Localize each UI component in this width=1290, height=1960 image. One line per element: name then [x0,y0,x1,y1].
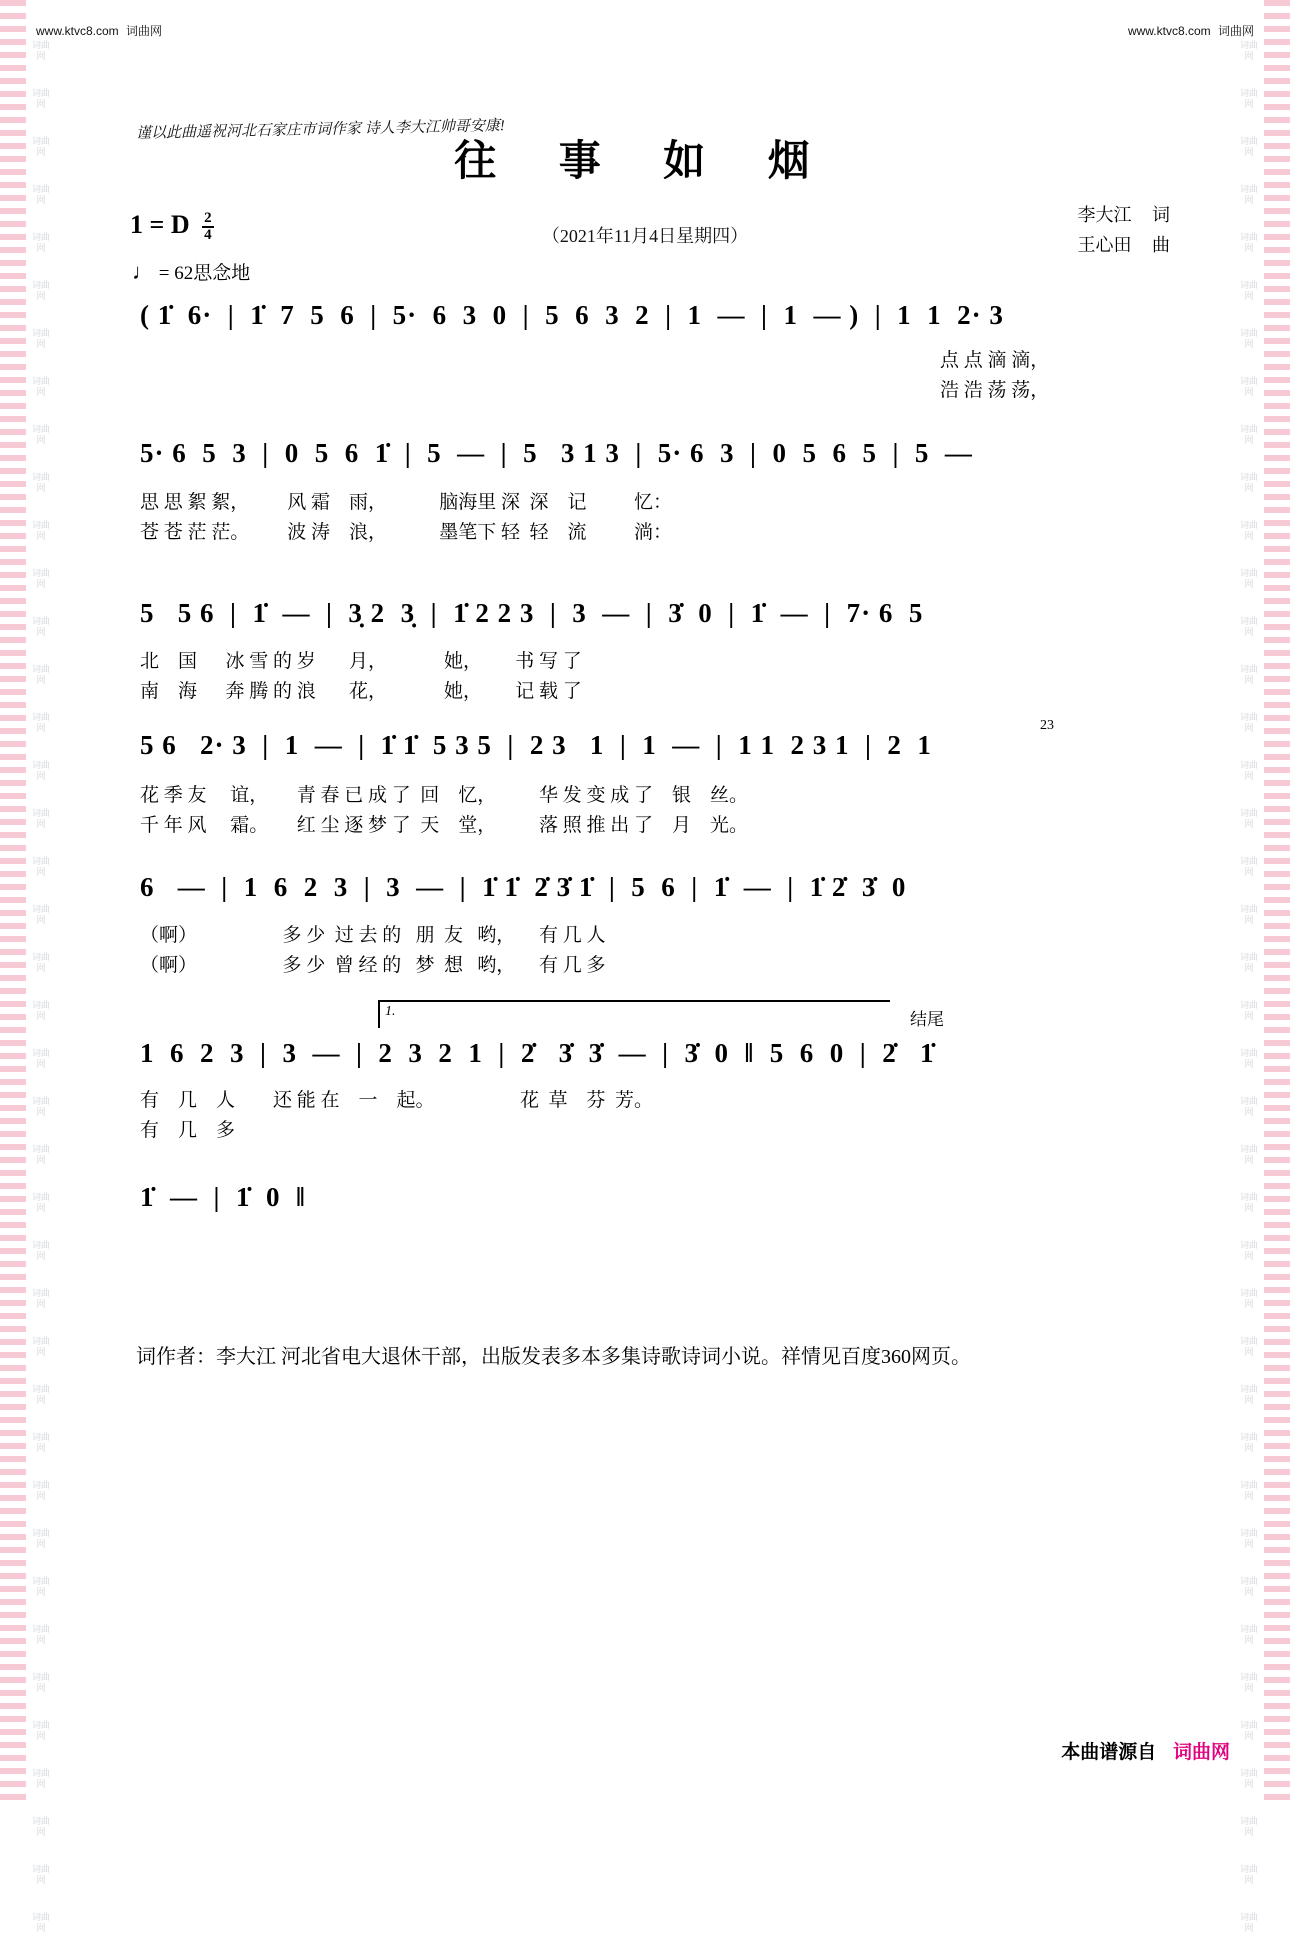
footer-source [1061,1737,1230,1764]
left-side-watermark: 词曲网 词曲网 词曲网 词曲网 词曲网 词曲网 词曲网 词曲网 词曲网 词曲网 词曲网 词曲网 词曲网 词曲网 词曲网 词曲网 词曲网 词曲网 词曲网 词曲网 词曲网 词曲网 词曲网 词曲网 词曲网 词曲网 词曲网 词曲网 词曲网 词曲网 词曲网 词曲网 词曲网 词曲网 词曲网 词曲网 词曲网 词曲网 词曲网 词曲网 [31,40,50,1933]
score-line-1-notes: ( 1̇ 6· | 1̇ 7 5 6 | 5· 6 3 0 | 5 6 3 2 | 1 — | 1 — ) | 1 1 2· 3 [140,300,1004,330]
score-line-6-notes: 1 6 2 3 | 3 — | 2 3 2 1 | 2̇ 3̇ 3̇ — | 3̇ 0 ‖ 5 6 0 | 2̇ 1̇ [140,1038,935,1068]
volta-1-label: 1. [385,1004,396,1019]
score-line-6-lyrics-verse2: 有 几 多 [140,1120,236,1141]
credits-block [1078,200,1171,260]
time-signature [202,211,214,243]
watermark-name-left: 词曲网 [126,24,163,38]
key-signature [130,210,214,243]
key-signature-label: 1 = D [130,210,190,239]
composer-role: 曲 [1152,235,1170,255]
coda-label: 结尾 [910,1010,944,1029]
score-line-4-notes: 5 6 2· 3 | 1 — | 1̇ 1̇ 5 3 5 | 2 3 1 | 1 — | 1 1 2 3 1 | 2 1 [140,730,932,760]
watermark-top-left [36,22,162,39]
composer-name: 王心田 [1077,235,1132,255]
score-line-4-lyrics-verse2: 千 年 风 霜。 红 尘 逐 梦 了 天 堂， 落 照 推 出 了 月 光。 [140,815,749,836]
watermark-name-right: 词曲网 [1217,24,1254,38]
volta-first-ending-bracket [378,1000,890,1028]
score-line-1-lyrics-verse2: 浩 浩 荡 荡， [940,380,1050,401]
watermark-top-right [1128,22,1254,39]
score-line-2-lyrics-verse2: 苍 苍 茫 茫。 波 涛 浪， 墨笔下 轻 轻 流 淌： [140,522,673,543]
score-line-2-notes: 5· 6 5 3 | 0 5 6 1̇ | 5 — | 5 3 1 3 | 5· 6 3 | 0 5 6 5 | 5 — [140,438,973,468]
score-line-1-lyrics-verse1: 点 点 滴 滴， [940,350,1050,371]
footer-text: 本曲谱源自 [1061,1742,1157,1763]
score-line-6-lyrics-verse1: 有 几 人 还 能 在 一 起。 花 草 芬 芳。 [140,1090,654,1111]
right-edge-decoration [1264,0,1290,1804]
score-line-4-lyrics-verse1: 花 季 友 谊， 青 春 已 成 了 回 忆， 华 发 变 成 了 银 丝。 [140,785,749,806]
watermark-url-right: www.ktvc8.com [1127,24,1211,38]
time-signature-numerator: 2 [204,210,212,226]
right-side-watermark: 词曲网 词曲网 词曲网 词曲网 词曲网 词曲网 词曲网 词曲网 词曲网 词曲网 词曲网 词曲网 词曲网 词曲网 词曲网 词曲网 词曲网 词曲网 词曲网 词曲网 词曲网 词曲网 词曲网 词曲网 词曲网 词曲网 词曲网 词曲网 词曲网 词曲网 词曲网 词曲网 词曲网 词曲网 词曲网 词曲网 词曲网 词曲网 词曲网 词曲网 [1239,40,1258,1933]
left-edge-decoration [0,0,26,1804]
tempo-marking [132,258,250,285]
watermark-url-left: www.ktvc8.com [36,24,119,38]
score-line-2-lyrics-verse1: 思 思 絮 絮， 风 霜 雨， 脑海里 深 深 记 忆： [140,492,673,513]
dedication-text: 谨以此曲遥祝河北石家庄市词作家 诗人李大江帅哥安康! [135,118,505,142]
song-title: 往 事 如 烟 [454,139,836,185]
score-line-5-lyrics-verse2: （啊） 多 少 曾 经 的 梦 想 哟， 有 几 多 [140,955,606,976]
footnote-text: 词作者：李大江 河北省电大退休干部，出版发表多本多集诗歌诗词小说。祥情见百度360网页。 [136,1346,971,1368]
lyricist-name: 李大江 [1077,205,1132,225]
quarter-note-icon: ♩ [132,259,154,284]
song-subtitle-date: （2021年11月4日星期四） [541,226,749,246]
footer-brand: 词曲网 [1172,1742,1230,1763]
score-line-5-lyrics-verse1: （啊） 多 少 过 去 的 朋 友 哟， 有 几 人 [140,925,606,946]
tempo-text: = 62思念地 [158,263,251,284]
lyricist-role: 词 [1152,205,1170,225]
score-line-3-lyrics-verse2: 南 海 奔 腾 的 浪 花， 她， 记 载 了 [140,681,582,702]
time-signature-denominator: 4 [204,227,212,243]
score-line-5-notes: 6 — | 1 6 2 3 | 3 — | 1̇ 1̇ 2̇ 3̇ 1̇ | 5 6 | 1̇ — | 1̇ 2̇ 3̇ 0 [140,872,907,902]
score-line-7-notes: 1̇ — | 1̇ 0 ‖ [140,1182,306,1212]
score-line-3-lyrics-verse1: 北 国 冰 雪 的 岁 月， 她， 书 写 了 [140,651,582,672]
score-line-3-notes: 5 5 6 | 1̇ — | 3̣ 2 3̣ | 1̇ 2 2 3 | 3 — | 3̇ 0 | 1̇ — | 7· 6 5 [140,598,924,628]
volta-23-label: 23 [1040,718,1054,733]
